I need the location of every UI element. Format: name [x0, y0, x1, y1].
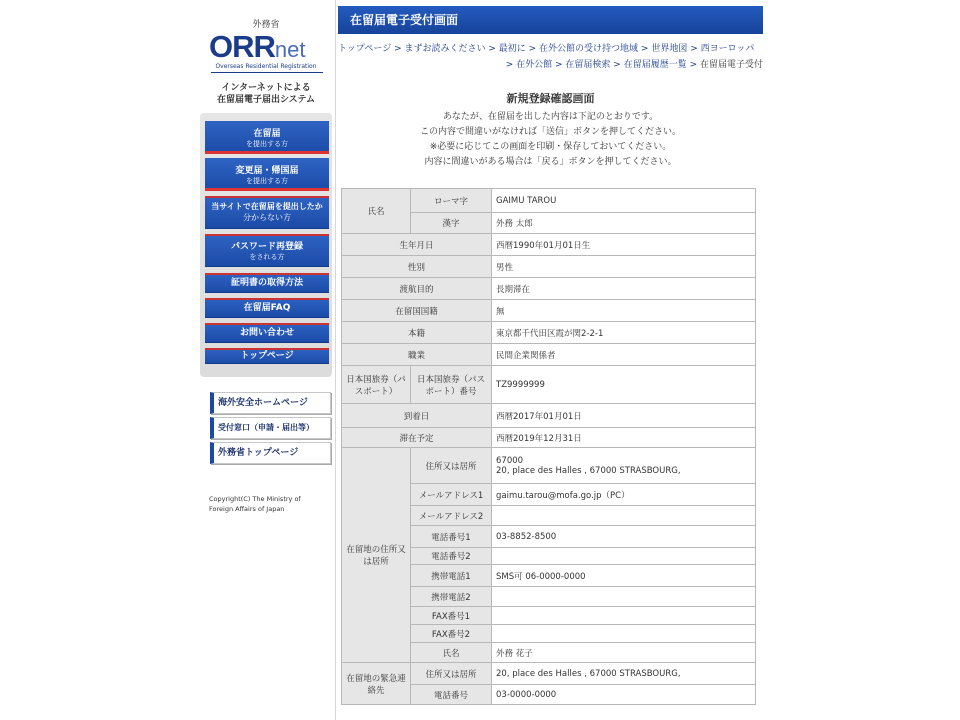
sidebar-item-unsure-submitted[interactable]: [205, 196, 329, 229]
email2-value: [492, 506, 756, 526]
nationality-value: 無: [492, 300, 756, 322]
job-value: 民間企業関係者: [492, 344, 756, 366]
domicile-value: 東京都千代田区霞が関2-2-1: [492, 322, 756, 344]
copyright-line-1: Copyright(C) The Ministry of: [209, 495, 301, 503]
logo-net: net: [274, 37, 306, 62]
breadcrumb-link[interactable]: 最初に: [498, 44, 526, 54]
sidebar-item-label: 変更届・帰国届: [235, 166, 299, 176]
romaji-value: GAIMU TAROU: [492, 189, 756, 213]
email2-label: メールアドレス2: [411, 506, 492, 526]
address-value: [492, 448, 756, 484]
nationality-label: 在留国国籍: [342, 300, 492, 322]
passport-label: 日本国旅券（パスポート）番号: [411, 366, 492, 404]
table-row: [342, 322, 756, 344]
tel2-label: 電話番号2: [411, 548, 492, 565]
breadcrumb-link[interactable]: 世界地図: [651, 44, 688, 54]
tel2-value: [492, 548, 756, 565]
breadcrumb-link[interactable]: 在留届検索: [565, 60, 611, 70]
romaji-label: ローマ字: [411, 189, 492, 213]
link-reception-desk[interactable]: 受付窓口（申請・届出等）: [210, 417, 331, 439]
mobile1-label: 携帯電話1: [411, 565, 492, 587]
address-value-postcode: 67000: [496, 455, 524, 466]
sidebar-item-password-reset[interactable]: [205, 234, 329, 267]
registration-summary-table: [341, 188, 756, 705]
sidebar-item-faq[interactable]: 在留届FAQ: [205, 298, 329, 318]
tel1-label: 電話番号1: [411, 526, 492, 548]
sidebar-item-contact[interactable]: お問い合わせ: [205, 323, 329, 343]
breadcrumb-link[interactable]: 在留届履歴一覧: [623, 60, 687, 70]
stay-label: 滞在予定: [342, 428, 492, 448]
kanji-label: 漢字: [411, 213, 492, 234]
fax1-label: FAX番号1: [411, 607, 492, 625]
breadcrumb-link[interactable]: 在外公館: [516, 60, 553, 70]
emergency-tel-label: 電話番号: [411, 685, 492, 705]
sidebar-item-label: 当サイトで在留届を提出したか: [211, 202, 323, 211]
email1-label: メールアドレス1: [411, 484, 492, 506]
address-group-label: 在留地の住所又は居所: [342, 448, 411, 663]
page: [197, 0, 763, 720]
sex-value: 男性: [492, 256, 756, 278]
purpose-label: 渡航目的: [342, 278, 492, 300]
mobile2-label: 携帯電話2: [411, 587, 492, 607]
sidebar-item-sublabel: をされる方: [249, 253, 285, 261]
sidebar-item-residence-report[interactable]: [205, 121, 329, 154]
table-row: [342, 428, 756, 448]
link-mofa-top[interactable]: 外務省トップページ: [210, 442, 331, 464]
table-row: [342, 404, 756, 428]
intro-line: この内容で間違いがなければ「送信」ボタンを押してください。: [419, 127, 681, 137]
breadcrumb-link[interactable]: まずお読みください: [404, 44, 486, 54]
page-header: 在留届電子受付画面: [338, 6, 763, 34]
table-row: [342, 663, 756, 685]
ministry-label: 外務省: [252, 20, 280, 30]
birth-label: 生年月日: [342, 234, 492, 256]
intro-text: [338, 110, 763, 170]
breadcrumb-link[interactable]: 在外公館の受け持つ地域: [539, 44, 639, 54]
logo-tagline-1: インターネットによる: [221, 83, 311, 93]
orrnet-logo[interactable]: [197, 0, 335, 110]
emergency-address-label: 住所又は居所: [411, 663, 492, 685]
mobile1-value: SMS可 06-0000-0000: [492, 565, 756, 587]
table-row: [342, 366, 756, 404]
fax2-label: FAX番号2: [411, 625, 492, 643]
fax2-value: [492, 625, 756, 643]
arrival-value: 西暦2017年01月01日: [492, 404, 756, 428]
email1-value: gaimu.tarou@mofa.go.jp（PC）: [492, 484, 756, 506]
domicile-label: 本籍: [342, 322, 492, 344]
purpose-value: 長期滞在: [492, 278, 756, 300]
sidebar-item-top-page[interactable]: トップページ: [205, 348, 329, 364]
copyright-line-2: Foreign Affairs of Japan: [209, 505, 285, 513]
address-label: 住所又は居所: [411, 448, 492, 484]
breadcrumb: [338, 42, 763, 72]
emergency-name-value: 外務 花子: [492, 643, 756, 663]
fax1-value: [492, 607, 756, 625]
sidebar-item-sublabel: 分からない方: [243, 213, 291, 222]
sex-label: 性別: [342, 256, 492, 278]
sidebar-item-sublabel: を提出する方: [246, 140, 288, 148]
passport-value: TZ9999999: [492, 366, 756, 404]
sidebar-item-label: 在留届: [253, 129, 281, 139]
emergency-address-value: 20, place des Halles , 67000 STRASBOURG,: [492, 663, 756, 685]
table-row: [342, 234, 756, 256]
emergency-group-label: 在留地の緊急連絡先: [342, 663, 411, 705]
logo-subtitle: Overseas Residential Registration: [215, 63, 317, 70]
logo-orr: ORR: [209, 29, 275, 64]
sidebar-item-certificate[interactable]: 証明書の取得方法: [205, 273, 329, 293]
tel1-value: 03-8852-8500: [492, 526, 756, 548]
emergency-name-label: 氏名: [411, 643, 492, 663]
intro-line: あなたが、在留届を出した内容は下記のとおりです。: [442, 112, 659, 122]
copyright: [209, 494, 329, 514]
breadcrumb-line-2: > 在外公館 > 在留届検索 > 在留届履歴一覧 > 在留届電子受付: [505, 60, 763, 70]
table-row: [342, 448, 756, 484]
breadcrumb-line-1: トップページ > まずお読みください > 最初に > 在外公館の受け持つ地域 > 世界地図 > 西ヨーロッパ: [338, 44, 755, 54]
logo-tagline-2: 在留届電子届出システム: [216, 95, 316, 105]
table-row: [342, 344, 756, 366]
job-label: 職業: [342, 344, 492, 366]
intro-line: ※必要に応じてこの画面を印刷・保存しておいてください。: [429, 142, 672, 152]
table-row: [342, 278, 756, 300]
sidebar-item-sublabel: を提出する方: [246, 177, 288, 185]
page-title: 新規登録確認画面: [506, 92, 595, 105]
logo-wordmark: [209, 30, 305, 67]
birth-value: 西暦1990年01月01日生: [492, 234, 756, 256]
passport-group-label: 日本国旅券（パスポート）: [342, 366, 411, 404]
mobile2-value: [492, 587, 756, 607]
table-row: [342, 300, 756, 322]
breadcrumb-current: 在留届電子受付: [699, 60, 763, 70]
name-group-label: 氏名: [342, 189, 411, 234]
link-overseas-safety[interactable]: 海外安全ホームページ: [210, 392, 331, 414]
emergency-tel-value: 03-0000-0000: [492, 685, 756, 705]
sidebar-item-change-return-report[interactable]: [205, 158, 329, 191]
address-value-street: 20, place des Halles , 67000 STRASBOURG,: [496, 465, 681, 476]
logo-divider: [211, 72, 323, 73]
intro-line: 内容に間違いがある場合は「戻る」ボタンを押してください。: [424, 157, 677, 167]
arrival-label: 到着日: [342, 404, 492, 428]
table-row: [342, 256, 756, 278]
stay-value: 西暦2019年12月31日: [492, 428, 756, 448]
sidebar: [197, 0, 336, 720]
breadcrumb-link[interactable]: トップページ: [338, 44, 392, 54]
table-row: [342, 189, 756, 213]
sidebar-item-label: パスワード再登録: [230, 242, 303, 252]
breadcrumb-link[interactable]: 西ヨーロッパ: [700, 44, 755, 54]
kanji-value: 外務 太郎: [492, 213, 756, 234]
